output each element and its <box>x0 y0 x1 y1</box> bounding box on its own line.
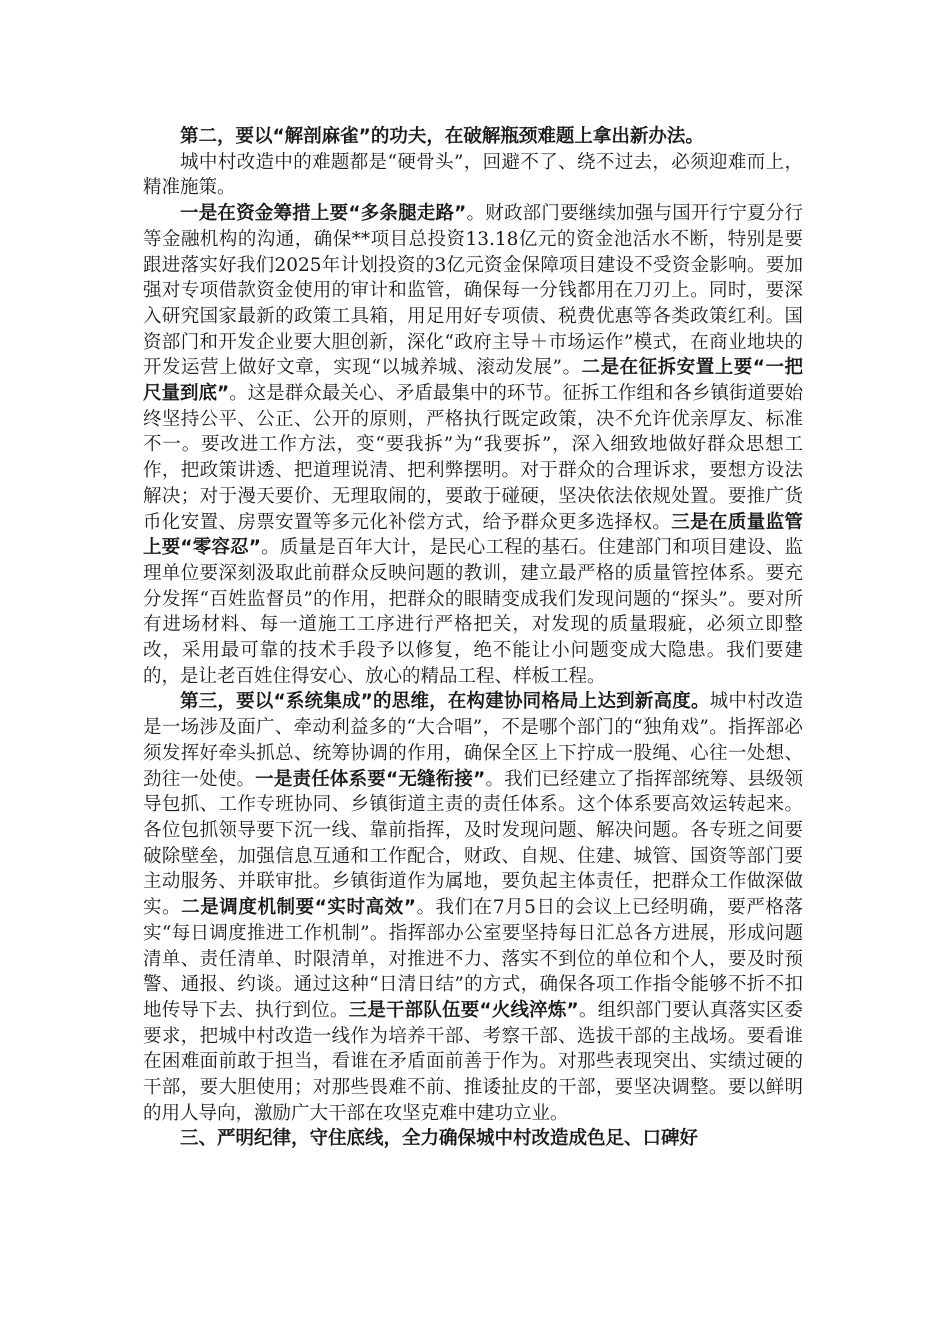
paragraph-intro: 城中村改造中的难题都是“硬骨头”，回避不了、绕不过去，必须迎难而上，精准施策。 <box>143 151 803 199</box>
point-relocation-text: 。这是群众最关心、矛盾最集中的环节。征拆工作组和各乡镇街道要始终坚持公平、公正、公开的原则，严格执行既定政策，决不允许优亲厚友、标准不一。要改进工作方法，变“要我拆”为“我要拆”，深入细致地做好群众思想工作，把政策讲透、把道理说清、把利弊摆明。对于群众的合理诉求，要想方设法解决；对于漫天要价、无理取闹的，要敢于碰硬，坚决依法依规处置。要推广货币化安置、房票安置等多元化补偿方式，给予群众更多选择权。 <box>143 383 803 533</box>
point-relocation-title: 二是在征拆安置上要“一把尺量到底” <box>143 357 803 405</box>
point-quality-title: 三是在质量监管上要“零容忍” <box>143 511 803 559</box>
point-dispatch-title: 二是调度机制要“实时高效” <box>181 897 416 919</box>
point-cadre-text: 。组织部门要认真落实区委要求，把城中村改造一线作为培养干部、考察干部、选拔干部的主战场。要看谁在困难面前敢于担当，看谁在矛盾面前善于作为。对那些表现突出、实绩过硬的干部，要大胆使用；对那些畏难不前、推诿扯皮的干部，要坚决调整。要以鲜明的用人导向，激励广大干部在攻坚克难中建功立业。 <box>143 999 803 1124</box>
point-quality-text: 。质量是百年大计，是民心工程的基石。住建部门和项目建设、监理单位要深刻汲取此前群众反映问题的教训，建立最严格的质量管控体系。要充分发挥“百姓监督员”的作用，把群众的眼睛变成我们发现问题的“探头”。要对所有进场材料、每一道施工工序进行严格把关，对发现的质量瑕疵，必须立即整改，采用最可靠的技术手段予以修复，绝不能让小问题变成大隐患。我们要建的，是让老百姓住得安心、放心的精品工程、样板工程。 <box>143 537 803 687</box>
point-cadre-title: 三是干部队伍要“火线淬炼” <box>348 999 579 1021</box>
section-heading-third: 第三，要以“系统集成”的思维，在构建协同格局上达到新高度。 <box>180 691 710 713</box>
paragraph-coordination <box>143 689 803 1126</box>
paragraph-measures <box>143 201 803 689</box>
point-responsibility-title: 一是责任体系要“无缝衔接” <box>255 768 486 790</box>
point-responsibility-text: 。我们已经建立了指挥部统筹、县级领导包抓、工作专班协同、乡镇街道主责的责任体系。这个体系要高效运转起来。各位包抓领导要下沉一线、靠前指挥，及时发现问题、解决问题。各专班之间要破除壁垒，加强信息互通和工作配合，财政、自规、住建、城管、国资等部门要主动服务、并联审批。乡镇街道作为属地，要负起主体责任，把群众工作做深做实。 <box>143 768 803 919</box>
document-body <box>143 124 803 1152</box>
section-heading-second: 第二，要以“解剖麻雀”的功夫，在破解瓶颈难题上拿出新办法。 <box>180 126 704 147</box>
section-heading-discipline: 三、严明纪律，守住底线，全力确保城中村改造成色足、口碑好 <box>180 1128 699 1150</box>
point-funding-title: 一是在资金筹措上要“多条腿走路” <box>180 203 467 225</box>
point-dispatch-text: 。我们在7月5日的会议上已经明确，要严格落实“每日调度推进工作机制”。指挥部办公室要坚持每日汇总各方进展，形成问题清单、责任清单、时限清单，对推进不力、落实不到位的单位和个人，要及时预警、通报、约谈。通过这种“日清日结”的方式，确保各项工作指令能够不折不扣地传导下去、执行到位。 <box>143 897 803 1021</box>
point-funding-text: 。财政部门要继续加强与国开行宁夏分行等金融机构的沟通，确保**项目总投资13.18亿元的资金池活水不断，特别是要跟进落实好我们2025年计划投资的3亿元资金保障项目建设不受资金影响。要加强对专项借款资金使用的审计和监管，确保每一分钱都用在刀刃上。同时，要深入研究国家最新的政策工具箱，用足用好专项债、税费优惠等各类政策红利。国资部门和开发企业要大胆创新，深化“政府主导＋市场运作”模式，在商业地块的开发运营上做好文章，实现“以城养城、滚动发展”。 <box>143 203 803 379</box>
coordination-intro-text: 城中村改造是一场涉及面广、牵动利益多的“大合唱”，不是哪个部门的“独角戏”。指挥部必须发挥好牵头抓总、统筹协调的作用，确保全区上下拧成一股绳、心往一处想、劲往一处使。 <box>143 691 803 790</box>
